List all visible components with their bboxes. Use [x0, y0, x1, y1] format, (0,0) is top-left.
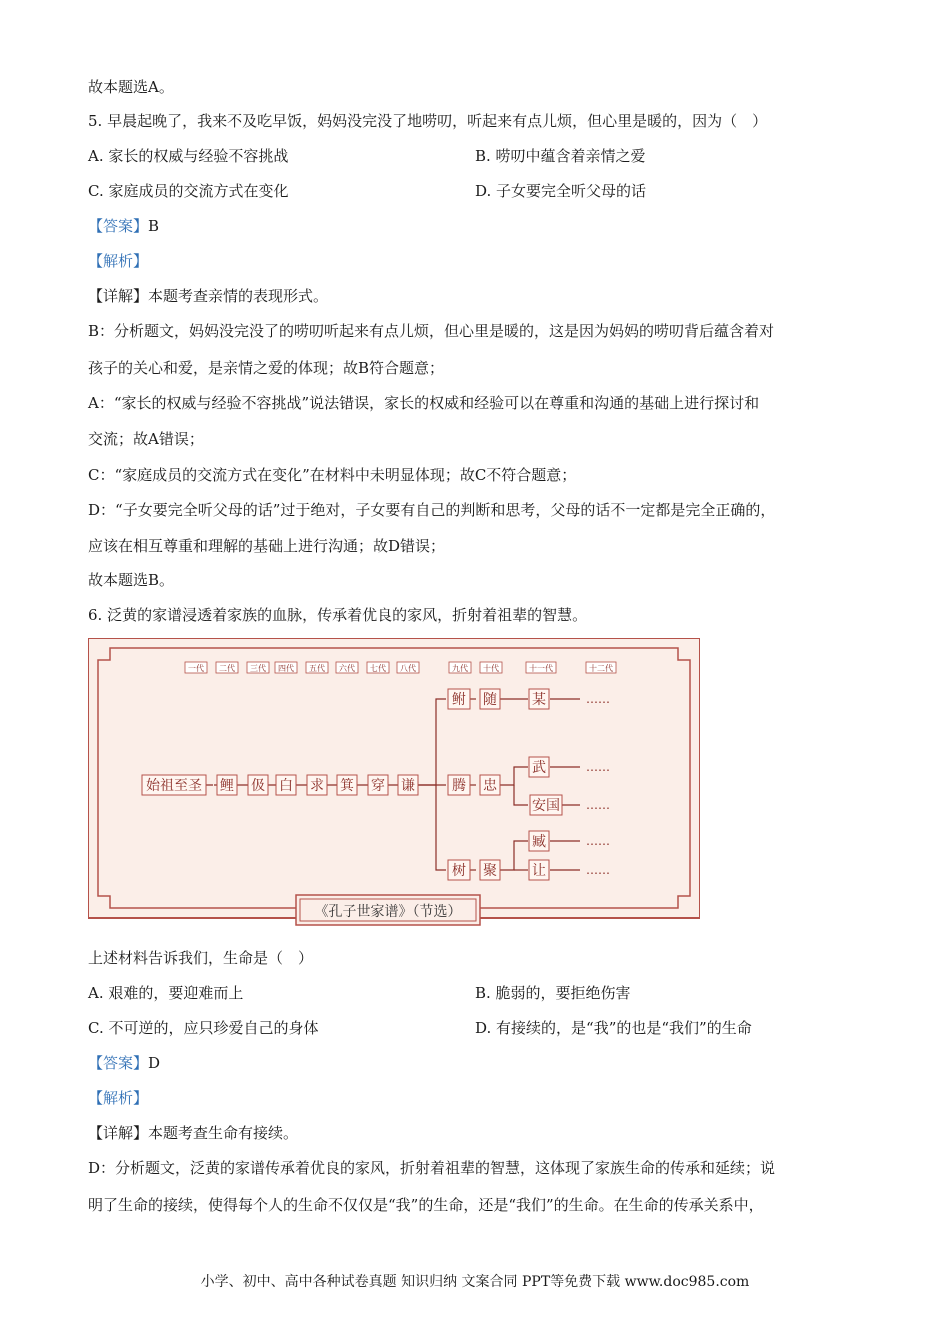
tree-ellipsis: ……	[586, 834, 610, 848]
q5-option-c: C. 家庭成员的交流方式在变化	[88, 182, 289, 200]
q5-explain-c1: C：“家庭成员的交流方式在变化”在材料中未明显体现；故C不符合题意；	[88, 466, 577, 484]
detail-text: 本题考查生命有接续。	[148, 1124, 299, 1142]
tree-node-name: 忠	[483, 778, 497, 794]
generation-label: 二代	[219, 664, 235, 673]
tree-ellipsis: ……	[586, 798, 610, 812]
q5-explain-a2: 交流；故A错误；	[88, 430, 204, 448]
q5-detail	[88, 286, 328, 306]
tree-ellipsis: ……	[586, 760, 610, 774]
tree-node-name: 鲤	[220, 778, 234, 794]
tree-node-name: 臧	[532, 834, 546, 850]
q5-explain-b2: 孩子的关心和爱，是亲情之爱的体现；故B符合题意；	[88, 359, 445, 377]
tree-node-name: 伋	[251, 778, 265, 794]
q5-option-a: A. 家长的权威与经验不容挑战	[88, 147, 289, 165]
figure-caption-text: 《孔子世家谱》（节选）	[314, 904, 462, 920]
detail-tag: 【详解】	[88, 287, 149, 305]
q6-analysis-tag: 【解析】	[88, 1089, 149, 1107]
detail-tag: 【详解】	[88, 1124, 149, 1142]
generation-label: 六代	[339, 664, 355, 673]
tree-node-name: 随	[483, 692, 497, 708]
tree-node-name: 安国	[532, 798, 560, 814]
generation-label: 四代	[278, 664, 294, 673]
answer-tag: 【答案】	[88, 217, 149, 235]
q6-detail	[88, 1123, 298, 1143]
q5-explain-d1: D：“子女要完全听父母的话”过于绝对，子女要有自己的判断和思考，父母的话不一定都是完全正确的，	[88, 501, 776, 519]
tree-node-name: 始祖至圣	[146, 778, 202, 794]
tree-node-name: 腾	[452, 778, 466, 794]
q5-option-d: D. 子女要完全听父母的话	[475, 182, 647, 200]
q5-explain-b1: B：分析题文，妈妈没完没了的唠叨听起来有点儿烦，但心里是暖的，这是因为妈妈的唠叨背后蕴含着对	[88, 322, 775, 340]
generation-label: 十二代	[589, 664, 613, 673]
question-6: 6. 泛黄的家谱浸透着家族的血脉，传承着优良的家风，折射着祖辈的智慧。	[88, 606, 588, 624]
q5-analysis-tag: 【解析】	[88, 252, 149, 270]
q6-option-c: C. 不可逆的，应只珍爱自己的身体	[88, 1019, 319, 1037]
tree-node-name: 求	[310, 778, 324, 794]
tree-node-name: 树	[452, 863, 466, 879]
answer-value: B	[148, 217, 160, 235]
generation-labels	[185, 662, 616, 673]
q5-option-b: B. 唠叨中蕴含着亲情之爱	[475, 147, 646, 165]
tree-node-name: 武	[532, 760, 546, 776]
q6-answer	[88, 1053, 160, 1073]
q6-option-a: A. 艰难的，要迎难而上	[88, 984, 244, 1002]
tree-node-name: 谦	[401, 778, 415, 794]
q6-stem: 上述材料告诉我们，生命是（ ）	[88, 949, 314, 967]
generation-label: 一代	[188, 664, 204, 673]
q6-option-d: D. 有接续的，是“我”的也是“我们”的生命	[475, 1019, 752, 1037]
generation-label: 五代	[309, 664, 325, 673]
tree-node-name: 某	[532, 692, 546, 708]
q6-explain-1: D：分析题文，泛黄的家谱传承着优良的家风，折射着祖辈的智慧，这体现了家族生命的传承和延续；说	[88, 1159, 776, 1177]
tree-node-name: 白	[279, 778, 293, 794]
tree-ellipsis: ……	[586, 863, 610, 877]
generation-label: 十一代	[529, 664, 553, 673]
generation-label: 三代	[250, 664, 266, 673]
answer-tag: 【答案】	[88, 1054, 149, 1072]
figure-caption	[296, 895, 480, 925]
question-5: 5. 早晨起晚了，我来不及吃早饭，妈妈没完没了地唠叨，听起来有点儿烦，但心里是暖的，因为（ ）	[88, 112, 768, 130]
answer-value: D	[148, 1054, 161, 1072]
line-conclusion-a: 故本题选A。	[88, 78, 174, 96]
detail-text: 本题考查亲情的表现形式。	[148, 287, 329, 305]
tree-node-name: 聚	[483, 863, 497, 879]
q5-explain-a1: A：“家长的权威与经验不容挑战”说法错误，家长的权威和经验可以在尊重和沟通的基础上进行探讨和	[88, 394, 760, 412]
tree-ellipsis: ……	[586, 692, 610, 706]
tree-node-name: 箕	[340, 778, 354, 794]
generation-label: 八代	[400, 664, 416, 673]
q6-option-b: B. 脆弱的，要拒绝伤害	[475, 984, 631, 1002]
generation-label: 九代	[452, 664, 468, 673]
tree-node-name: 鲋	[452, 692, 466, 708]
tree-node-name: 穿	[371, 778, 385, 794]
line-conclusion-b: 故本题选B。	[88, 571, 175, 589]
family-tree-figure	[88, 638, 700, 928]
generation-label: 七代	[370, 664, 386, 673]
q5-explain-d2: 应该在相互尊重和理解的基础上进行沟通；故D错误；	[88, 537, 446, 555]
generation-label: 十代	[483, 664, 499, 673]
q5-answer	[88, 216, 159, 236]
q6-explain-2: 明了生命的接续，使得每个人的生命不仅仅是“我”的生命，还是“我们”的生命。在生命的传承关系中，	[88, 1196, 764, 1214]
page-footer: 小学、初中、高中各种试卷真题 知识归纳 文案合同 PPT等免费下载 www.doc985.com	[200, 1274, 750, 1290]
tree-node-name: 让	[532, 863, 546, 879]
